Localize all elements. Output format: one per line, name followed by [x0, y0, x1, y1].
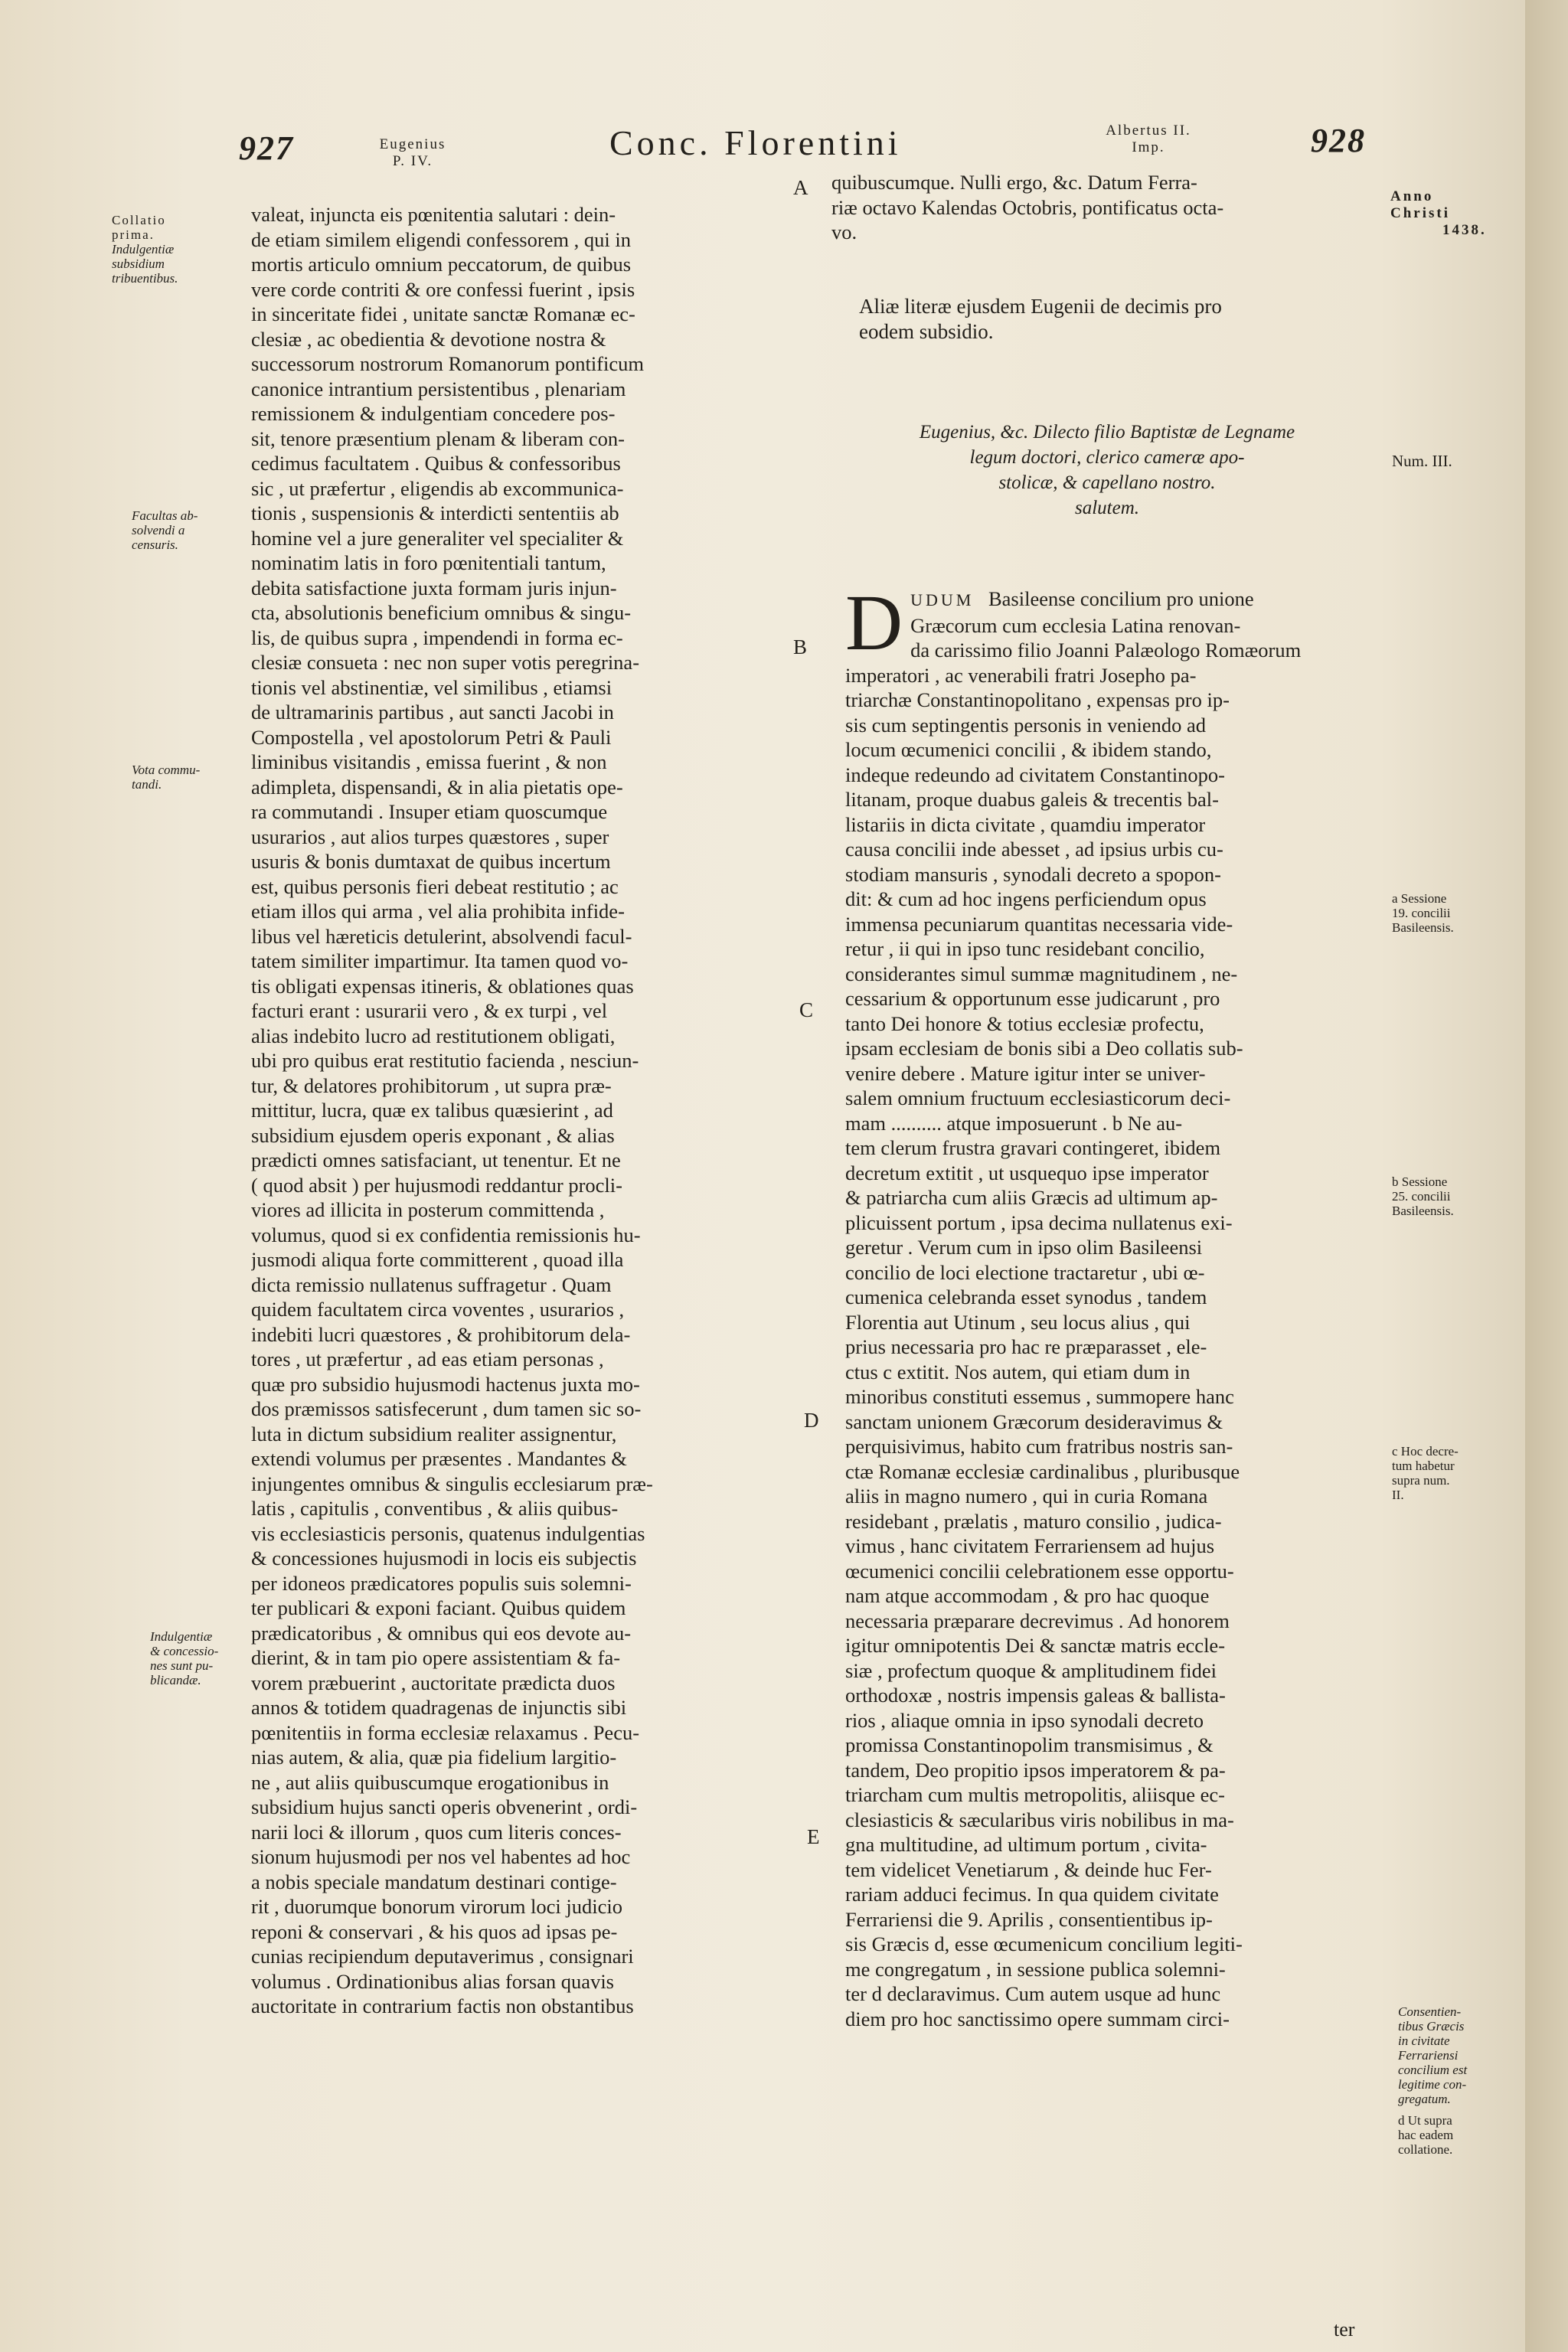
- margin-note-line: Ferrariensi: [1398, 2048, 1459, 2063]
- margin-note-line: supra num.: [1392, 1473, 1450, 1488]
- margin-note-a: [1392, 891, 1454, 935]
- margin-note-collatio: [112, 213, 178, 286]
- text-line: rit , duorumque bonorum virorum loci judicio: [251, 1895, 623, 1918]
- text-line: triarchæ Constantinopolitano , expensas pro ip-: [845, 688, 1230, 711]
- text-line: ctus c extitit. Nos autem, qui etiam dum in: [845, 1360, 1191, 1383]
- text-line: adimpleta, dispensandi, & in alia pietatis ope-: [251, 775, 623, 799]
- text-line: vis ecclesiasticis personis, quatenus indulgentias: [251, 1521, 645, 1545]
- margin-note-c: [1392, 1444, 1459, 1502]
- margin-note-line: gregatum.: [1398, 2092, 1451, 2106]
- text-line: luta in dictum subsidium realiter assignentur,: [251, 1422, 617, 1446]
- text-line: tandem, Deo propitio ipsos imperatorem & pa-: [845, 1758, 1226, 1782]
- text-line: concilio de loci electione tractaretur , ubi œ-: [845, 1260, 1205, 1284]
- text-line: salem omnium fructuum ecclesiasticorum deci-: [845, 1086, 1231, 1109]
- text-line: Basileense concilium pro unione: [988, 587, 1254, 610]
- margin-note-line: nes sunt pu-: [150, 1658, 214, 1673]
- margin-note-line: legitime con-: [1398, 2077, 1467, 2092]
- letter-heading: [859, 294, 1395, 345]
- text-line: orthodoxæ , nostris impensis galeas & ballista-: [845, 1684, 1226, 1707]
- text-line: ctæ Romanæ ecclesiæ cardinalibus , pluribusque: [845, 1459, 1240, 1483]
- address-line: Eugenius, &c. Dilecto filio Baptistæ de Legname: [919, 422, 1295, 443]
- text-line: litanam, proque duabus galeis & trecentis bal-: [845, 788, 1219, 811]
- text-line: est, quibus personis fieri debeat restitutio ; ac: [251, 874, 619, 898]
- text-line: cessarium & opportunum esse judicarunt , pro: [845, 987, 1220, 1010]
- text-line: tionis , suspensionis & interdicti sententiis ab: [251, 501, 619, 524]
- text-line: gna multitudine, ad ultimum portum , civita-: [845, 1833, 1207, 1856]
- text-line: diem pro hoc sanctissimo opere summam circi-: [845, 2007, 1230, 2030]
- address-line: legum doctori, clerico cameræ apo-: [969, 447, 1245, 468]
- margin-note-line: b Sessione: [1392, 1174, 1448, 1189]
- margin-note-line: prima.: [112, 227, 155, 242]
- margin-note-line: Indulgentiæ: [150, 1629, 213, 1644]
- text-line: alias indebito lucro ad restitutionem obligati,: [251, 1024, 616, 1047]
- text-line: nominatim latis in foro pœnitentiali tantum,: [251, 551, 606, 574]
- margin-note-line: Basileensis.: [1392, 920, 1454, 935]
- margin-note-line: Basileensis.: [1392, 1204, 1454, 1218]
- text-line: Ferrariensi die 9. Aprilis , consentientibus ip-: [845, 1907, 1213, 1931]
- margin-note-line: Collatio: [112, 213, 166, 227]
- address-line: stolicæ, & capellano nostro.: [998, 472, 1216, 493]
- right-column-text: [845, 579, 1383, 2031]
- section-letter: D: [804, 1409, 819, 1432]
- margin-note-line: concilium est: [1398, 2063, 1468, 2077]
- margin-note-line: tibus Græcis: [1398, 2019, 1465, 2034]
- margin-note-line: Consentien-: [1398, 2004, 1462, 2019]
- text-line: a nobis speciale mandatum destinari contige-: [251, 1870, 617, 1893]
- text-line: minoribus constituti essemus , summopere hanc: [845, 1385, 1234, 1408]
- text-line: retur , ii qui in ipso tunc residebant concilio,: [845, 937, 1205, 960]
- text-line: tis obligati expensas itineris, & oblationes quas: [251, 974, 634, 998]
- text-line: me congregatum , in sessione publica solemni-: [845, 1957, 1226, 1981]
- text-line: perquisivimus, habito cum fratribus nostris san-: [845, 1435, 1233, 1458]
- text-line: mortis articulo omnium peccatorum, de quibus: [251, 253, 632, 276]
- text-line: causa concilii inde abesset , ad ipsius urbis cu-: [845, 838, 1223, 861]
- running-head-left-line: P. IV.: [392, 153, 433, 169]
- text-line: immensa pecuniarum quantitas necessaria vide-: [845, 912, 1233, 936]
- text-line: latis , capitulis , conventibus , & aliis quibus-: [251, 1497, 619, 1520]
- text-line: tores , ut præfertur , ad eas etiam personas ,: [251, 1348, 604, 1370]
- text-line: lis, de quibus supra , impendendi in forma ec-: [251, 626, 623, 649]
- margin-note-line: d Ut supra: [1398, 2113, 1452, 2128]
- text-line: prædicti omnes satisfaciant, ut tenentur. Et ne: [251, 1148, 621, 1171]
- text-line: reponi & conservari , & his quos ad ipsas pe-: [251, 1919, 618, 1943]
- text-line: dierint, & in tam pio opere assistentiam & fa-: [251, 1646, 621, 1669]
- margin-note-line: tribuentibus.: [112, 271, 178, 286]
- text-line: residebant , prælatis , maturo consilio , judica-: [845, 1509, 1222, 1533]
- text-line: ( quod absit ) per hujusmodi reddantur procli-: [251, 1173, 622, 1197]
- text-line: locum œcumenici concilii , & ibidem stando,: [845, 738, 1212, 761]
- text-line: valeat, injuncta eis pœnitentia salutari : dein-: [251, 203, 616, 226]
- text-line: plicuissent portum , ipsa decima nullatenus exi-: [845, 1210, 1233, 1234]
- text-line: vorem præbuerint , auctoritate prædicta duos: [251, 1671, 616, 1694]
- margin-note-d: [1398, 2113, 1453, 2157]
- text-line: prius necessaria pro hac re præparasset , ele-: [845, 1335, 1207, 1358]
- right-column-opening: [831, 170, 1383, 245]
- text-line: injungentes omnibus & singulis ecclesiarum præ-: [251, 1472, 653, 1495]
- text-line: canonice intrantium persistentibus , plenariam: [251, 377, 626, 400]
- running-head-right: [1095, 122, 1202, 156]
- text-line: considerantes simul summæ magnitudinem , ne-: [845, 962, 1238, 985]
- anno-line: Christi: [1390, 205, 1450, 221]
- text-line: quidem facultatem circa voventes , usurarios ,: [251, 1298, 625, 1321]
- running-head-right-line: Albertus II.: [1106, 122, 1191, 139]
- text-line: triarcham cum multis metropolitis, aliisque ec-: [845, 1783, 1226, 1806]
- letter-address: [831, 420, 1383, 521]
- margin-note-line: collatione.: [1398, 2142, 1453, 2157]
- text-line: cunias recipiendum deputaverimus , consignari: [251, 1945, 634, 1968]
- text-line: libus vel hæreticis detulerint, absolvendi facul-: [251, 924, 632, 948]
- address-line: salutem.: [1074, 498, 1140, 518]
- drop-cap: D: [845, 579, 903, 667]
- margin-num: Num. III.: [1392, 452, 1452, 470]
- text-line: venire debere . Mature igitur inter se univer-: [845, 1061, 1206, 1085]
- margin-note-line: blicandæ.: [150, 1673, 201, 1687]
- text-line: mittitur, lucra, quæ ex talibus quæsierint , ad: [251, 1099, 613, 1122]
- text-line: jusmodi aliqua forte committerent , quoad illa: [251, 1248, 624, 1271]
- section-letter: E: [807, 1825, 820, 1848]
- text-line: narii loci & illorum , quos cum literis conces-: [251, 1820, 622, 1844]
- text-line: successorum nostrorum Romanorum pontificum: [251, 352, 644, 375]
- margin-note-line: tandi.: [132, 777, 162, 792]
- text-line: debita satisfactione juxta formam juris injun-: [251, 576, 617, 599]
- section-letter: A: [793, 176, 808, 199]
- text-line: decretum extitit , ut usquequo ipse imperator: [845, 1161, 1209, 1184]
- text-line: aliis in magno numero , qui in curia Romana: [845, 1485, 1208, 1508]
- text-line: clesiæ consueta : nec non super votis peregrina-: [251, 651, 640, 674]
- text-line: ipsam ecclesiam de bonis sibi a Deo collatis sub-: [845, 1037, 1243, 1060]
- margin-note-line: a Sessione: [1392, 891, 1447, 906]
- text-line: rariam adduci fecimus. In qua quidem civitate: [845, 1883, 1219, 1906]
- text-line: auctoritate in contrarium factis non obstantibus: [251, 1994, 634, 2017]
- text-line: promissa Constantinopolim transmisimus , &: [845, 1733, 1214, 1756]
- margin-note-line: & concessio-: [150, 1644, 219, 1658]
- text-line: ter publicari & exponi faciant. Quibus quidem: [251, 1596, 626, 1619]
- margin-note-line: 25. concilii: [1392, 1189, 1451, 1204]
- text-line: subsidium hujus sancti operis obvenerint , ordi-: [251, 1795, 638, 1818]
- text-line: prædicatoribus , & omnibus qui eos devote au-: [251, 1621, 632, 1645]
- section-letter: B: [793, 635, 808, 658]
- text-line: ter d declaravimus. Cum autem usque ad hunc: [845, 1982, 1221, 2005]
- text-line: quibuscumque. Nulli ergo, &c. Datum Ferra-: [831, 171, 1197, 194]
- text-line: stodiam mansuris , synodali decreto a spopon-: [845, 862, 1221, 886]
- text-line: tatem similiter impartimur. Ita tamen quod vo-: [251, 949, 629, 972]
- margin-note-line: Vota commu-: [132, 763, 201, 777]
- text-line: dit: & cum ad hoc ingens perficiendum opus: [845, 887, 1207, 910]
- text-line: indebiti lucri quæstores , & prohibitorum dela-: [251, 1322, 631, 1346]
- page-number-left: 927: [239, 129, 294, 167]
- page-number-right: 928: [1311, 122, 1366, 159]
- text-line: pœnitentiis in forma ecclesiæ relaxamus . Pecu-: [251, 1720, 640, 1744]
- first-word: UDUM: [910, 590, 975, 609]
- margin-note-line: Indulgentiæ: [112, 242, 175, 256]
- heading-line: Aliæ literæ ejusdem Eugenii de decimis pro: [859, 295, 1222, 318]
- text-line: sis Græcis d, esse œcumenicum concilium legiti-: [845, 1932, 1243, 1955]
- page-title: Conc. Florentini: [609, 123, 902, 162]
- text-line: facturi erant : usurarii vero , & ex turpi , vel: [251, 999, 608, 1022]
- text-line: sit, tenore præsentium plenam & liberam con-: [251, 426, 625, 450]
- text-line: Græcorum cum ecclesia Latina renovan-: [910, 613, 1241, 637]
- text-line: clesiasticis & sæcularibus viris nobilibus in ma-: [845, 1808, 1234, 1831]
- margin-note-line: solvendi a: [132, 523, 185, 537]
- heading-line: eodem subsidio.: [859, 320, 994, 343]
- section-letter: C: [799, 998, 814, 1021]
- text-line: liminibus visitandis , emissa fuerint , & non: [251, 750, 607, 773]
- text-line: da carissimo filio Joanni Palæologo Romæorum: [910, 639, 1302, 662]
- text-line: viores ad illicita in posterum committenda ,: [251, 1198, 605, 1221]
- text-line: sis cum septingentis personis in veniendo ad: [845, 713, 1207, 737]
- text-line: tem videlicet Venetiarum , & deinde huc Fer-: [845, 1857, 1212, 1881]
- margin-note-line: in civitate: [1398, 2034, 1450, 2048]
- text-line: sic , ut præfertur , eligendis ab excommunica-: [251, 476, 624, 500]
- text-line: dos præmissos satisfecerunt , dum tamen sic so-: [251, 1397, 642, 1420]
- text-line: vimus , hanc civitatem Ferrariensem ad hujus: [845, 1534, 1215, 1557]
- text-line: & concessiones hujusmodi in locis eis subjectis: [251, 1547, 637, 1570]
- text-line: clesiæ , ac obedientia & devotione nostra &: [251, 327, 606, 351]
- text-line: cedimus facultatem . Quibus & confessoribus: [251, 452, 621, 475]
- text-line: nam atque accommodam , & pro hac quoque: [845, 1584, 1210, 1607]
- anno-line: Anno: [1390, 188, 1434, 204]
- anno-christi: [1390, 188, 1487, 239]
- text-line: volumus, quod si ex confidentia remissionis hu-: [251, 1223, 641, 1246]
- margin-note-facultas: [132, 508, 198, 552]
- text-line: nias autem, & alia, quæ pia fidelium largitio-: [251, 1746, 617, 1769]
- text-line: de etiam similem eligendi confessorem , qui in: [251, 227, 632, 251]
- text-line: in sinceritate fidei , unitate sanctæ Romanæ ec-: [251, 302, 635, 325]
- text-line: œcumenici concilii celebrationem esse opportu-: [845, 1559, 1234, 1583]
- text-line: cta, absolutionis beneficium omnibus & singu-: [251, 601, 632, 624]
- margin-note-line: subsidium: [112, 256, 165, 271]
- text-line: geretur . Verum cum in ipso olim Basileensi: [845, 1236, 1203, 1259]
- margin-note-line: tum habetur: [1392, 1459, 1455, 1473]
- text-line: annos & totidem quadragenas de injunctis sibi: [251, 1696, 627, 1719]
- text-line: usurarios , aut alios turpes quæstores , super: [251, 825, 609, 848]
- text-line: & patriarcha cum aliis Græcis ad ultimum ap-: [845, 1186, 1218, 1209]
- text-line: cumenica celebranda esset synodus , tandem: [845, 1285, 1207, 1308]
- margin-note-line: c Hoc decre-: [1392, 1444, 1459, 1459]
- margin-note-indulgentiae: [150, 1629, 218, 1687]
- text-line: tur, & delatores prohibitorum , ut supra præ-: [251, 1073, 612, 1097]
- margin-note-b: [1392, 1174, 1454, 1218]
- catchword: ter: [1334, 2318, 1355, 2341]
- text-line: subsidium ejusdem operis exponant , & alias: [251, 1123, 615, 1147]
- text-line: sionum hujusmodi per nos vel habentes ad hoc: [251, 1845, 631, 1868]
- text-line: imperatori , ac venerabili fratri Josepho pa-: [845, 663, 1197, 687]
- text-line: tanto Dei honore & totius ecclesiæ profectu,: [845, 1011, 1204, 1035]
- text-line: de ultramarinis partibus , aut sancti Jacobi in: [251, 701, 614, 724]
- text-line: remissionem & indulgentiam concedere pos-: [251, 402, 616, 425]
- text-line: vere corde contriti & ore confessi fuerint , ipsis: [251, 277, 635, 301]
- margin-note-line: Facultas ab-: [132, 508, 198, 523]
- anno-year: 1438.: [1442, 222, 1487, 238]
- text-line: riæ octavo Kalendas Octobris, pontificatus octa-: [831, 195, 1224, 219]
- text-line: Florentia aut Utinum , seu locus alius , qui: [845, 1310, 1191, 1334]
- text-line: etiam illos qui arma , vel alia prohibita infide-: [251, 900, 625, 923]
- running-head-left-line: Eugenius: [379, 136, 446, 152]
- text-line: sanctam unionem Græcorum desideravimus &: [845, 1410, 1223, 1433]
- text-line: tionis vel abstinentiæ, vel similibus , etiamsi: [251, 675, 612, 699]
- text-line: indeque redeundo ad civitatem Constantinopo-: [845, 763, 1226, 786]
- text-line: vo.: [831, 220, 858, 243]
- text-line: extendi volumus per præsentes . Mandantes &: [251, 1447, 627, 1470]
- adjacent-page-edge: [1525, 0, 1568, 2352]
- text-line: ra commutandi . Insuper etiam quoscumque: [251, 800, 608, 823]
- text-line: necessaria præparare decrevimus . Ad honorem: [845, 1609, 1230, 1632]
- text-line: ne , aut aliis quibuscumque erogationibus in: [251, 1770, 609, 1794]
- margin-note-vota: [132, 763, 200, 792]
- margin-note-consentientibus: [1398, 2004, 1467, 2106]
- text-line: Compostella , vel apostolorum Petri & Pauli: [251, 725, 612, 749]
- text-line: dicta remissio nullatenus suffragetur . Quam: [251, 1272, 612, 1296]
- running-head-right-line: Imp.: [1132, 139, 1165, 155]
- text-line: siæ , profectum quoque & amplitudinem fidei: [845, 1658, 1217, 1682]
- text-line: per idoneos prædicatores populis suis solemni-: [251, 1571, 632, 1595]
- margin-note-line: hac eadem: [1398, 2128, 1454, 2142]
- text-line: mam .......... atque imposuerunt . b Ne au-: [845, 1111, 1183, 1135]
- text-line: quæ pro subsidio hujusmodi hactenus juxta mo-: [251, 1372, 640, 1396]
- text-line: homine vel a jure generaliter vel specialiter &: [251, 526, 624, 550]
- text-line: tem clerum frustra gravari contingeret, ibidem: [845, 1136, 1221, 1159]
- margin-note-line: censuris.: [132, 537, 178, 552]
- text-line: igitur omnipotentis Dei & sanctæ matris eccle-: [845, 1634, 1226, 1657]
- text-line: volumus . Ordinationibus alias forsan quavis: [251, 1969, 614, 1993]
- text-line: usuris & bonis dumtaxat de quibus incertum: [251, 850, 611, 873]
- running-head-left: [371, 136, 455, 170]
- text-line: listariis in dicta civitate , quamdiu imperator: [845, 812, 1206, 836]
- margin-note-line: II.: [1392, 1488, 1404, 1502]
- text-line: ubi pro quibus erat restitutio facienda , nesciun-: [251, 1049, 639, 1072]
- left-column-text: [251, 202, 787, 2019]
- text-line: rios , aliaque omnia in ipso synodali decreto: [845, 1708, 1204, 1732]
- margin-note-line: 19. concilii: [1392, 906, 1451, 920]
